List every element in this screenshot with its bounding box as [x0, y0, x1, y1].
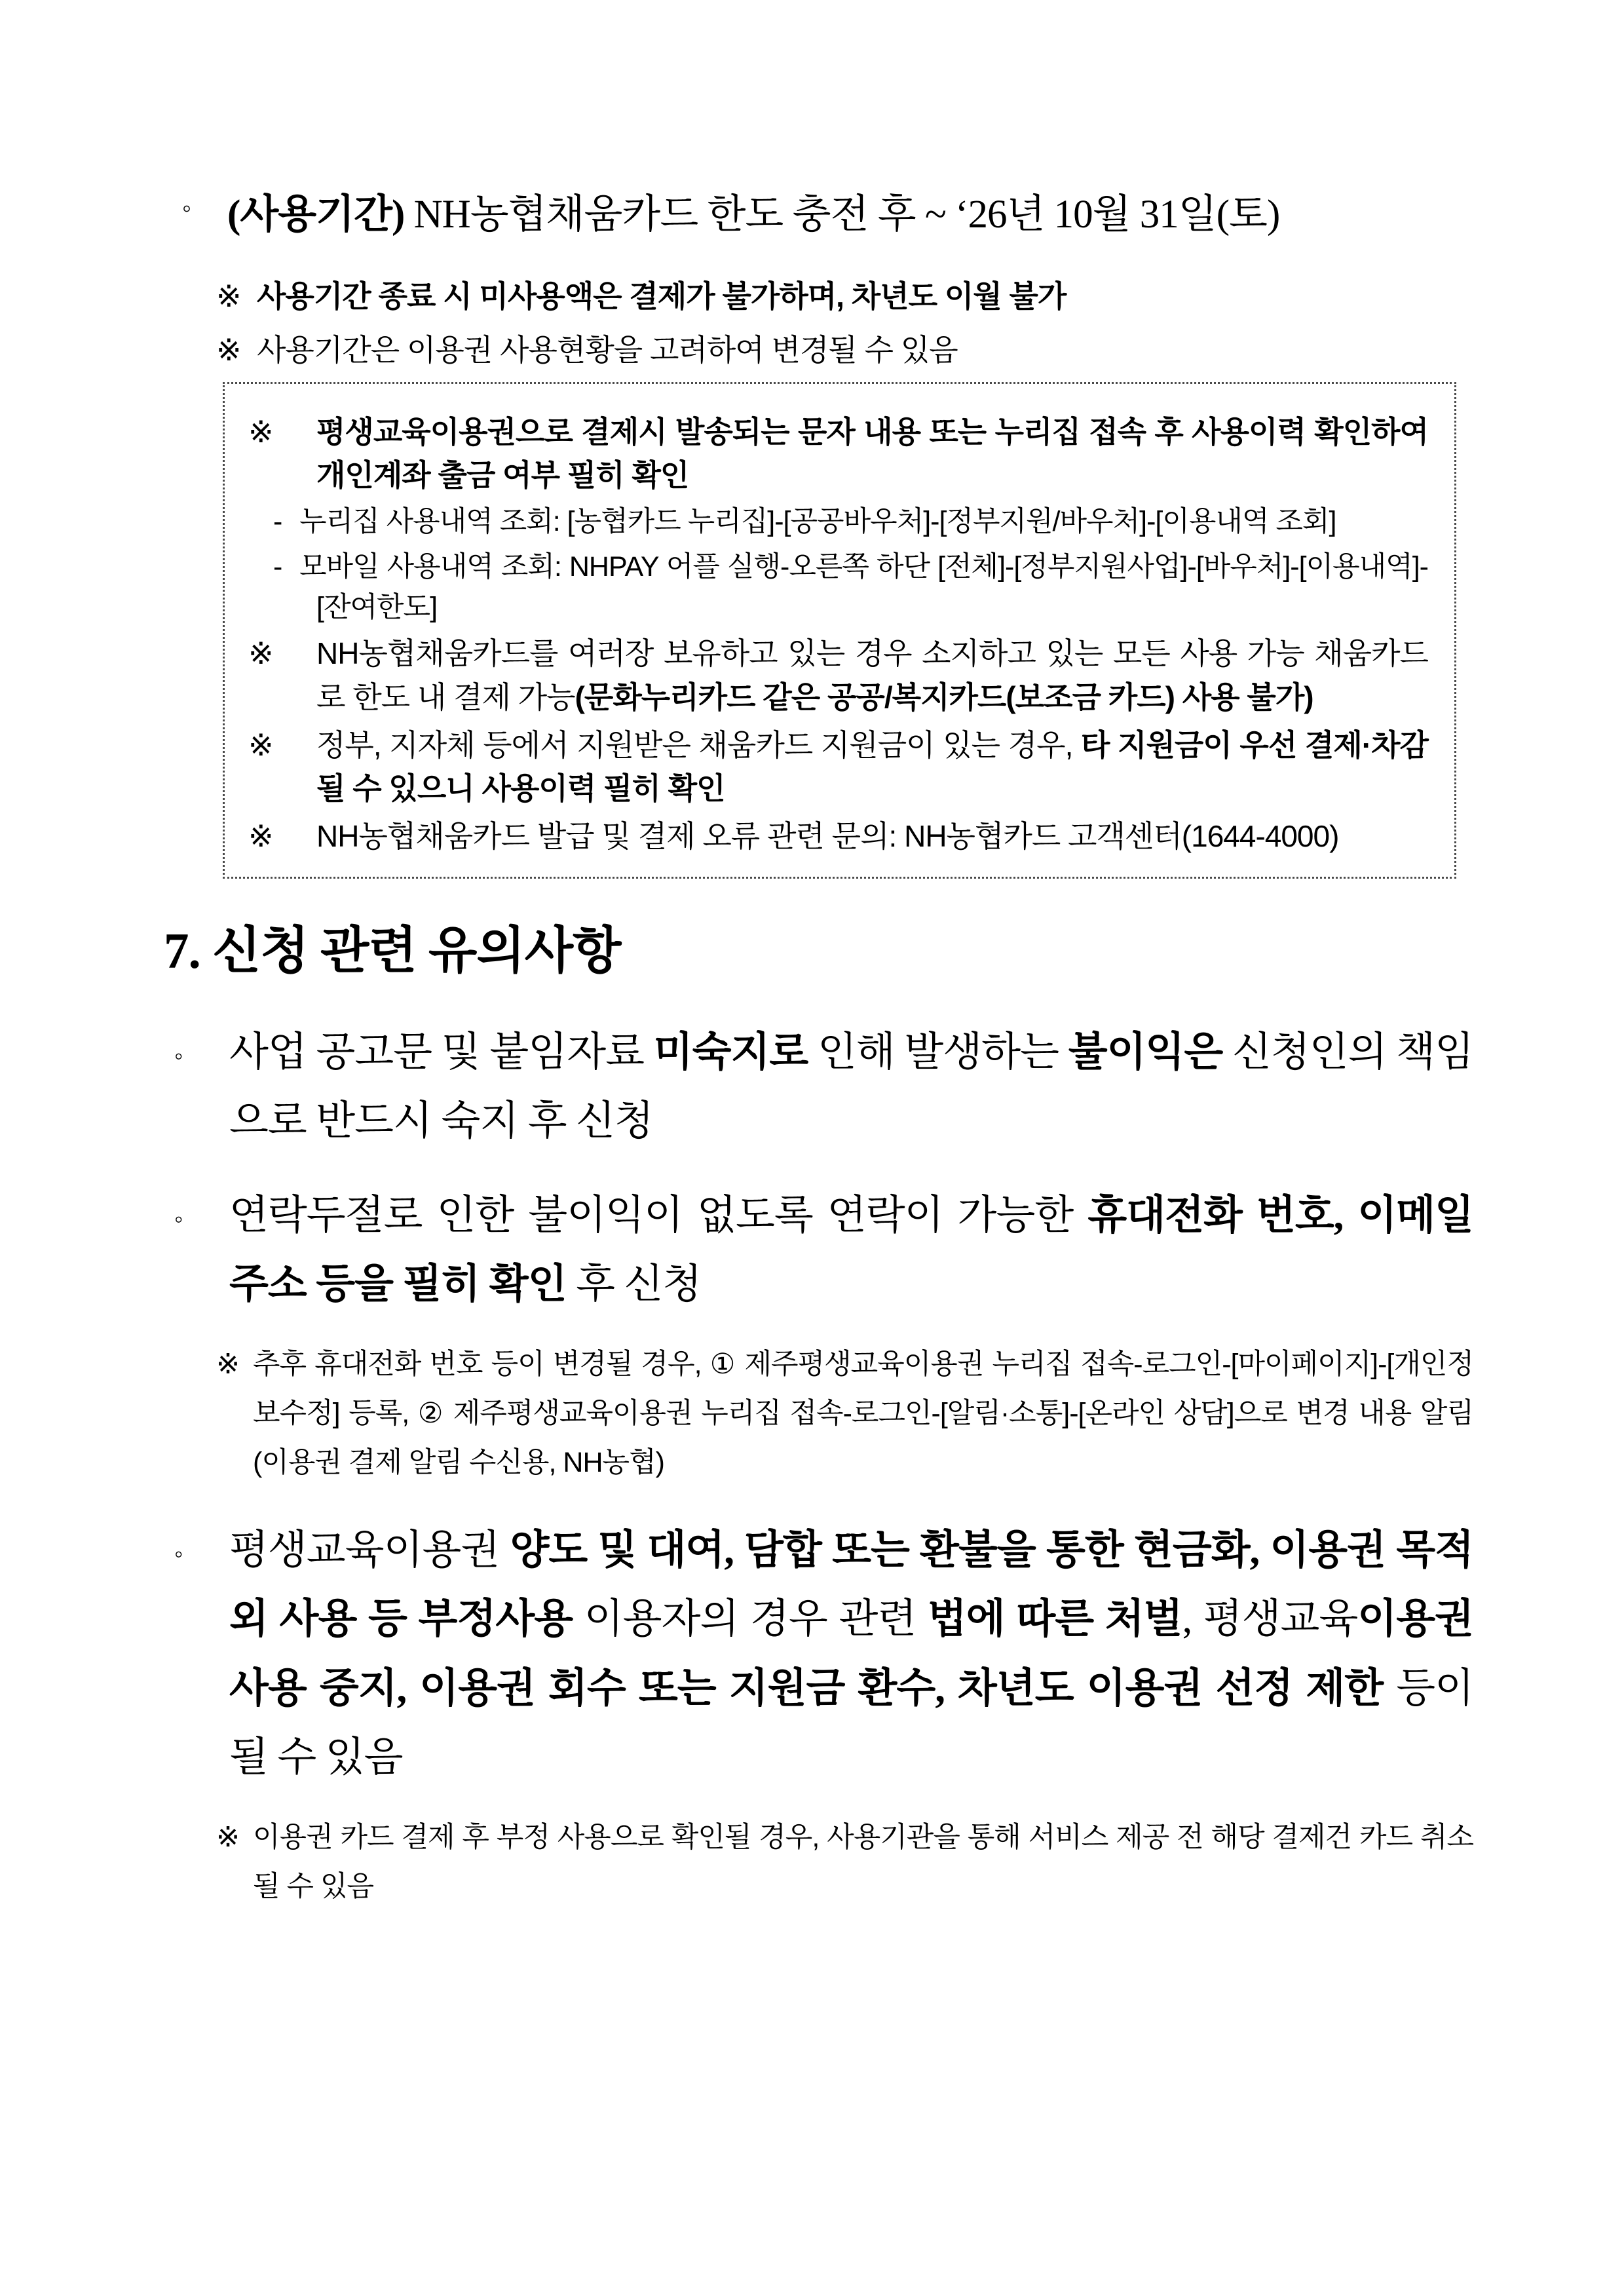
- box-item-text: 누리집 사용내역 조회: [농협카드 누리집]-[공공바우처]-[정부지원/바우처]-[이용내역 조회]: [299, 506, 1336, 538]
- reference-marker: ※: [248, 727, 273, 762]
- box-item-contact: [248, 814, 1428, 858]
- box-item-text: 모바일 사용내역 조회: NHPAY 어플 실행-오른쪽 하단 [전체]-[정부지원사업]-[바우처]-[이용내역]-[잔여한도]: [299, 550, 1428, 623]
- reference-marker: ※: [248, 818, 273, 853]
- notice-contact-info: [164, 1181, 1473, 1320]
- dash-marker: -: [273, 550, 282, 583]
- notice-misuse-penalty-note: [216, 1813, 1473, 1911]
- notice-text: 평생교육이용권 양도 및 대여, 담합 또는 환불을 통한 현금화, 이용권 목적외 사용 등 부정사용 이용자의 경우 관련 법에 따른 처벌, 평생교육이용권 사용 중지, 이용권 회수 또는 지원금 환수, 차년도 이용권 선정 제한 등이 될 수 있음: [229, 1527, 1474, 1780]
- note-text: 이용권 카드 결제 후 부정 사용으로 확인될 경우, 사용기관을 통해 서비스 제공 전 해당 결제건 카드 취소될 수 있음: [253, 1822, 1473, 1903]
- notice-contact-info-note: [216, 1340, 1473, 1487]
- circle-bullet-marker: ◦: [174, 1540, 183, 1568]
- box-item-mobile-history: [248, 546, 1428, 628]
- reference-marker: ※: [216, 279, 241, 314]
- notice-text: 연락두절로 인한 불이익이 없도록 연락이 가능한 휴대전화 번호, 이메일 주소 등을 필히 확인 후 신청: [229, 1193, 1473, 1307]
- box-item-text: NH농협채움카드 발급 및 결제 오류 관련 문의: NH농협카드 고객센터(1644-4000): [316, 818, 1339, 853]
- box-item-multiple-cards: [248, 632, 1428, 719]
- document-content: [164, 189, 1473, 1940]
- notice-text: 사업 공고문 및 붙임자료 미숙지로 인해 발생하는 불이익은 신청인의 책임으로 반드시 숙지 후 신청: [229, 1029, 1473, 1144]
- reference-marker: ※: [216, 1822, 240, 1854]
- usage-period-line: [164, 189, 1473, 240]
- reference-marker: ※: [216, 333, 241, 368]
- reference-marker: ※: [248, 414, 273, 449]
- section-heading: 7. 신청 관련 유의사항: [164, 922, 621, 979]
- circle-bullet-marker: ◦: [174, 1205, 183, 1233]
- notice-misuse-penalty: [164, 1516, 1473, 1793]
- usage-period-note-2-text: 사용기간은 이용권 사용현황을 고려하여 변경될 수 있음: [257, 333, 958, 368]
- usage-period-text: (사용기간) NH농협채움카드 한도 충전 후 ~ ‘26년 10월 31일(토): [227, 193, 1280, 237]
- usage-period-note-1: [216, 273, 1473, 320]
- circle-bullet-marker: ◦: [174, 1042, 183, 1070]
- box-item-payment-check: [248, 410, 1428, 497]
- notice-responsibility: [164, 1018, 1473, 1157]
- box-item-text: 정부, 지자체 등에서 지원받은 채움카드 지원금이 있는 경우, 타 지원금이 우선 결제·차감될 수 있으니 사용이력 필히 확인: [316, 727, 1428, 806]
- circle-bullet-marker: ◦: [182, 193, 191, 223]
- usage-period-note-2: [216, 327, 1473, 374]
- card-info-box: [223, 382, 1456, 879]
- usage-period-note-1-text: 사용기간 종료 시 미사용액은 결제가 불가하며, 차년도 이월 불가: [257, 279, 1067, 314]
- reference-marker: ※: [216, 1349, 240, 1381]
- box-item-gov-subsidy: [248, 723, 1428, 811]
- note-text: 추후 휴대전화 번호 등이 변경될 경우, ① 제주평생교육이용권 누리집 접속-로그인-[마이페이지]-[개인정보수정] 등록, ② 제주평생교육이용권 누리집 접속-로그인-[알림·소통]-[온라인 상담]으로 변경 내용 알림(이용권 결제 알림 수신용, NH농협): [253, 1349, 1473, 1479]
- box-item-text: NH농협채움카드를 여러장 보유하고 있는 경우 소지하고 있는 모든 사용 가능 채움카드로 한도 내 결제 가능(문화누리카드 같은 공공/복지카드(보조금 카드) 사용 불가): [316, 636, 1428, 714]
- box-item-web-history: [248, 501, 1428, 542]
- dash-marker: -: [273, 506, 282, 538]
- box-item-text: 평생교육이용권으로 결제시 발송되는 문자 내용 또는 누리집 접속 후 사용이력 확인하여 개인계좌 출금 여부 필히 확인: [316, 414, 1428, 493]
- reference-marker: ※: [248, 636, 273, 671]
